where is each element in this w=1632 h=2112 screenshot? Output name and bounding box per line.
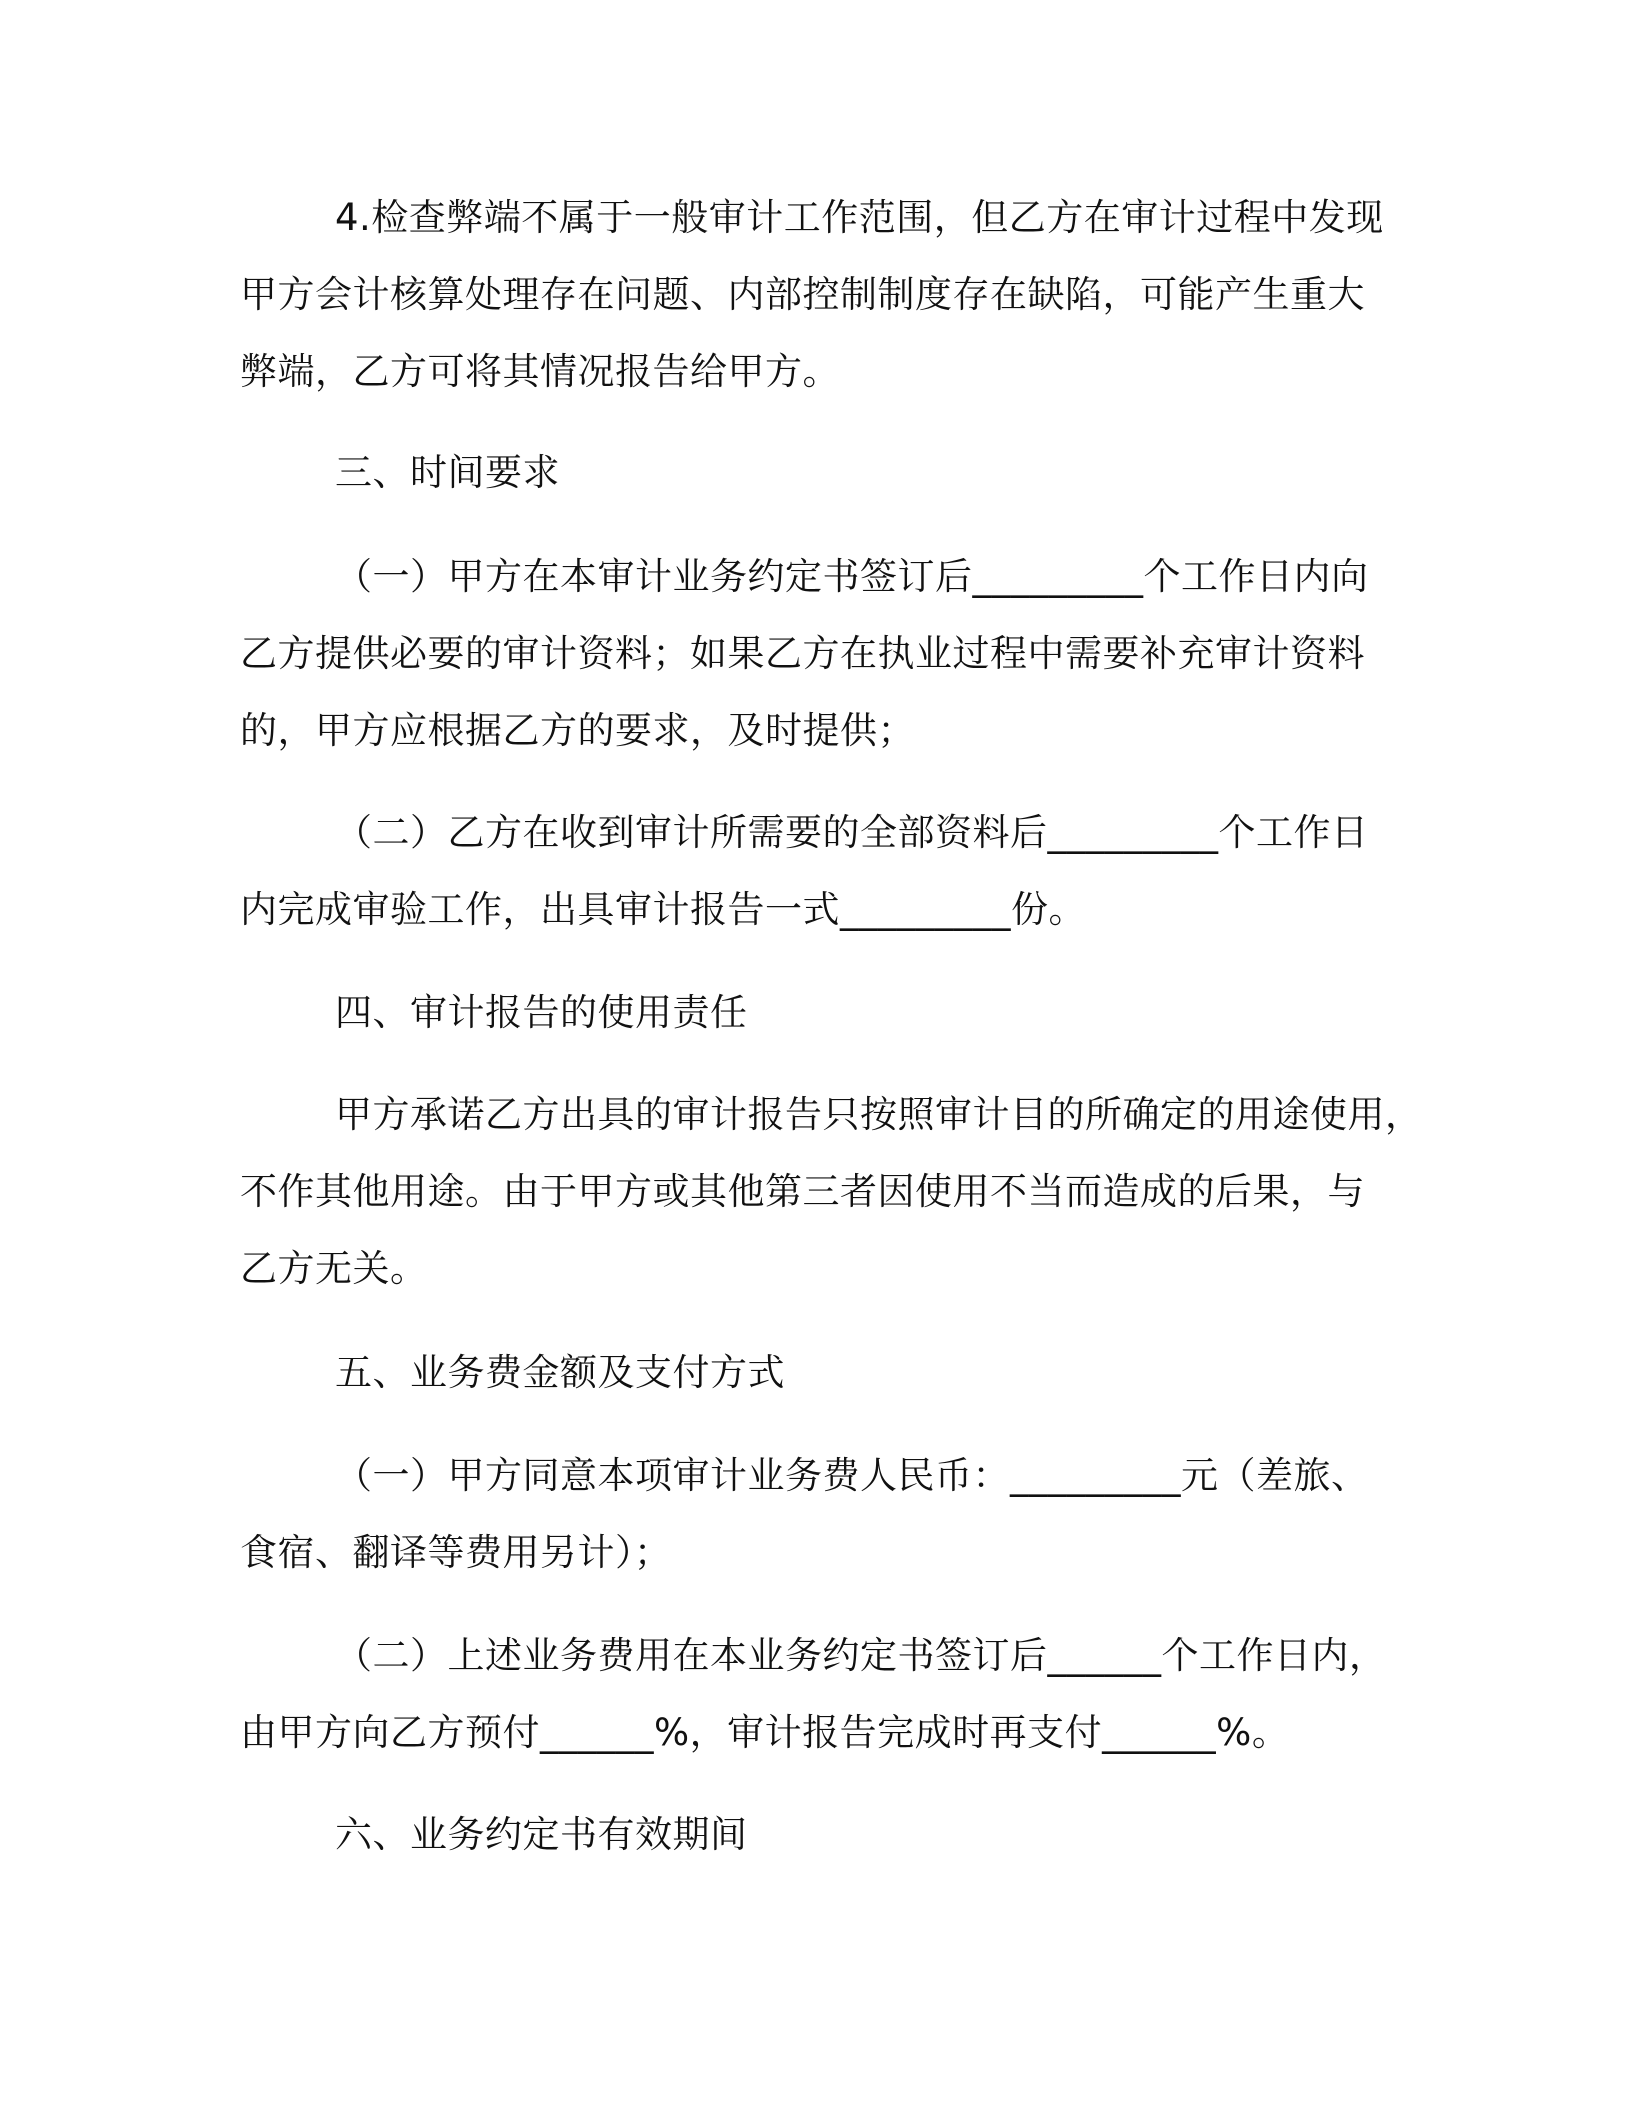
section-5-item-2-line-1: （二）上述业务费用在本业务约定书签订后______个工作日内， [335, 1634, 1387, 1677]
section-5-title: 五、业务费金额及支付方式 [335, 1351, 785, 1394]
section-3-item-1-line-3: 的，甲方应根据乙方的要求，及时提供； [240, 709, 915, 752]
section-4-body-line-3: 乙方无关。 [240, 1247, 428, 1290]
section-3-item-1-line-2: 乙方提供必要的审计资料；如果乙方在执业过程中需要补充审计资料 [240, 632, 1365, 675]
section-4-title: 四、审计报告的使用责任 [335, 991, 748, 1034]
section-3-item-1-line-1: （一）甲方在本审计业务约定书签订后_________个工作日内向 [335, 555, 1369, 598]
para-4-line-2: 甲方会计核算处理存在问题、内部控制制度存在缺陷，可能产生重大 [240, 273, 1365, 316]
section-3-title: 三、时间要求 [335, 451, 560, 494]
section-5-item-1-line-1: （一）甲方同意本项审计业务费人民币：_________元（差旅、 [335, 1454, 1369, 1497]
section-5-item-2-line-2: 由甲方向乙方预付______%，审计报告完成时再支付______%。 [240, 1711, 1290, 1754]
section-3-item-2-line-1: （二）乙方在收到审计所需要的全部资料后_________个工作日 [335, 811, 1369, 854]
para-4-line-1: 4.检查弊端不属于一般审计工作范围，但乙方在审计过程中发现 [335, 196, 1384, 239]
section-6-title: 六、业务约定书有效期间 [335, 1813, 748, 1856]
section-5-item-1-line-2: 食宿、翻译等费用另计）； [240, 1531, 672, 1574]
section-4-body-line-1: 甲方承诺乙方出具的审计报告只按照审计目的所确定的用途使用， [335, 1093, 1423, 1136]
section-3-item-2-line-2: 内完成审验工作，出具审计报告一式_________份。 [240, 888, 1086, 931]
para-4-line-3: 弊端，乙方可将其情况报告给甲方。 [240, 350, 840, 393]
section-4-body-line-2: 不作其他用途。由于甲方或其他第三者因使用不当而造成的后果，与 [240, 1170, 1365, 1213]
